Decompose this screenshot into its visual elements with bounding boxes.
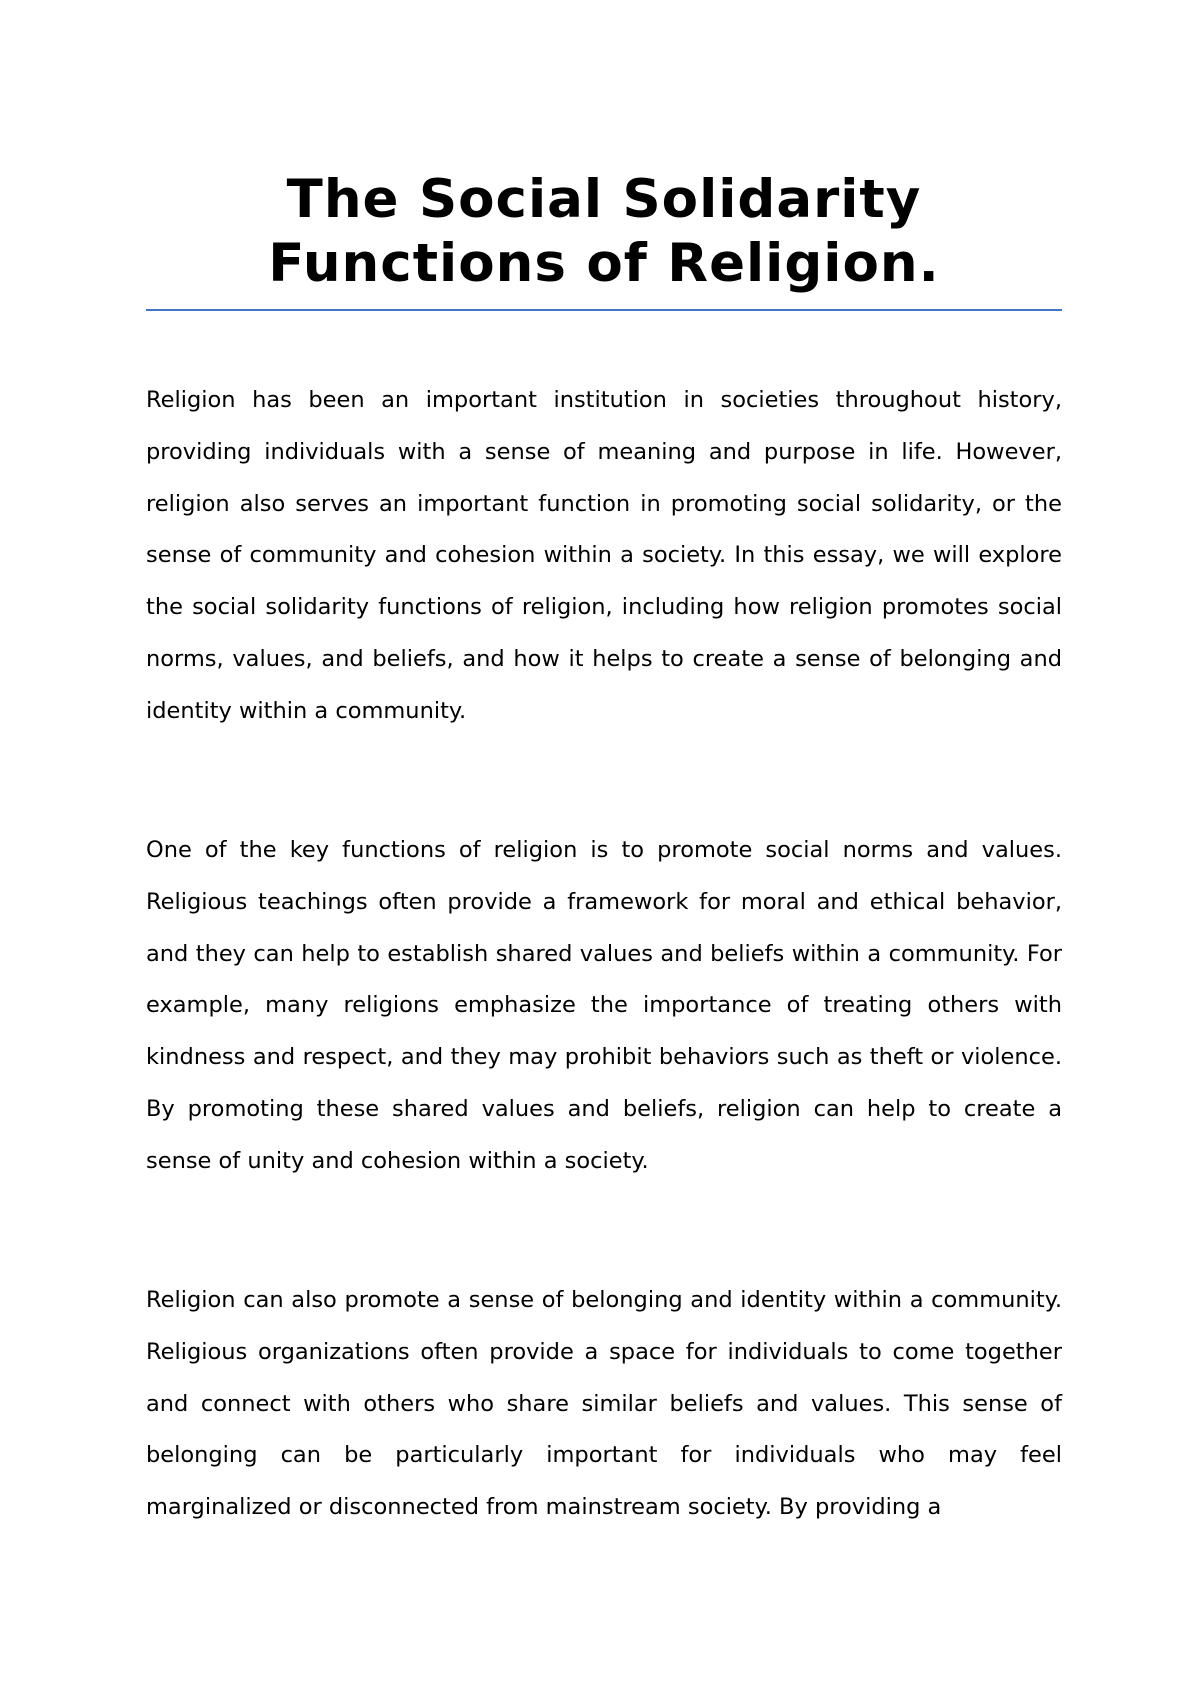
title-underline — [146, 309, 1062, 311]
paragraph-3: Religion can also promote a sense of belonging and identity within a community. Religious organizations often provide a space for individuals to come together and connect with others who share similar beliefs and values. This sense of belonging can be particularly important for individuals who may feel marginalized or disconnected from mainstream society. By providing a — [146, 1287, 1062, 1521]
paragraph-1: Religion has been an important institution in societies throughout history, providing individuals with a sense of meaning and purpose in life. However, religion also serves an important function in promoting social solidarity, or the sense of community and cohesion within a society. In this essay, we will explore the social solidarity functions of religion, including how religion promotes social norms, values, and beliefs, and how it helps to create a sense of belonging and identity within a community. — [146, 387, 1062, 724]
paragraph-2: One of the key functions of religion is to promote social norms and values. Religious teachings often provide a framework for moral and ethical behavior, and they can help to establish shared values and beliefs within a community. For example, many religions emphasize the importance of treating others with kindness and respect, and they may prohibit behaviors such as theft or violence. By promoting these shared values and beliefs, religion can help to create a sense of unity and cohesion within a society. — [146, 837, 1062, 1174]
title-line-2: Functions of Religion. — [268, 233, 940, 294]
title-line-1: The Social Solidarity — [286, 169, 922, 230]
title-block — [146, 168, 1062, 296]
document-title — [146, 168, 1062, 296]
